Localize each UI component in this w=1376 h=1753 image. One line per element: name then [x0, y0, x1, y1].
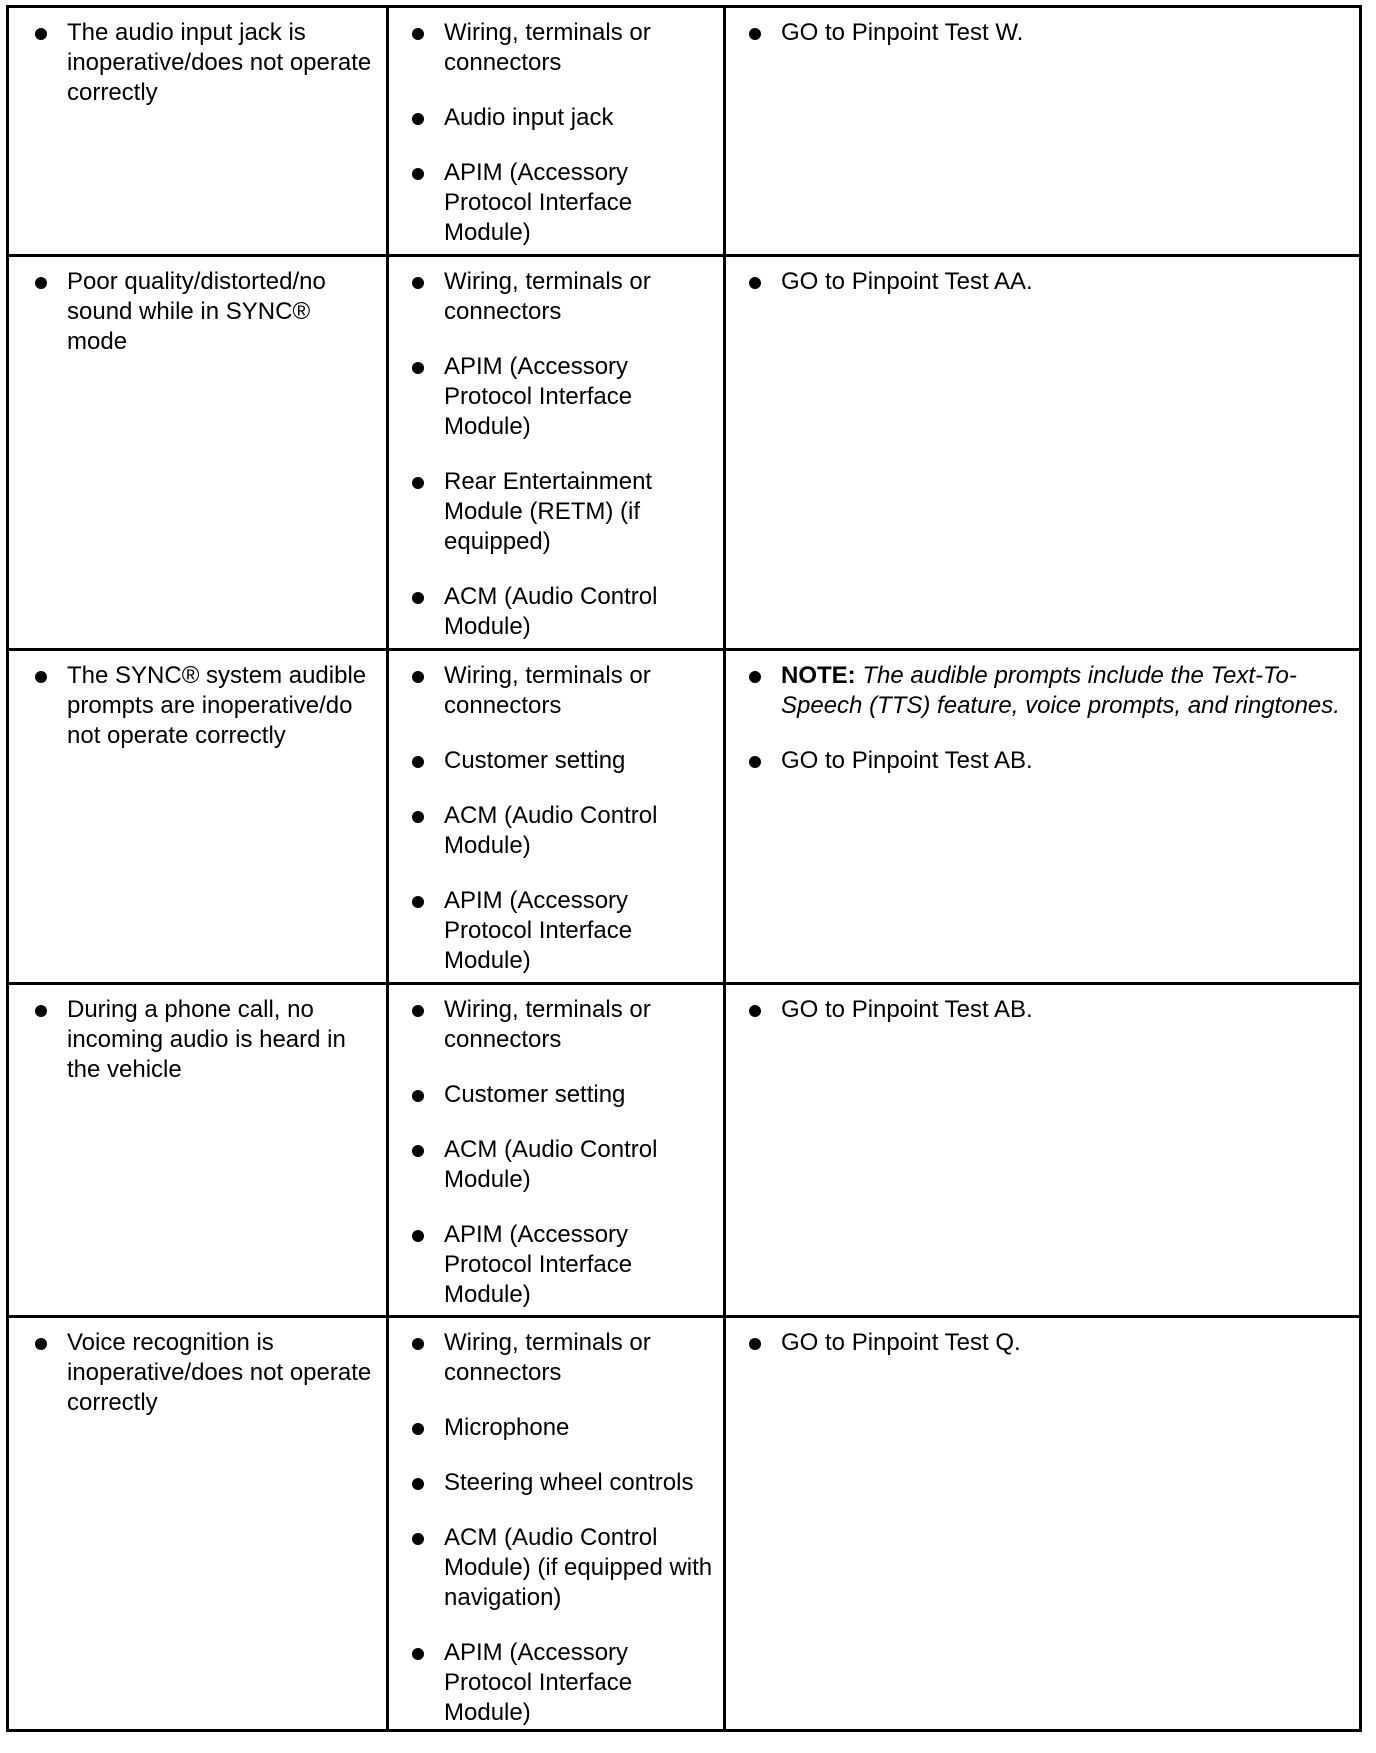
note-text: The audible prompts include the Text-To-Speech (TTS) feature, voice prompts, and ringtones.: [781, 662, 1340, 719]
cause-item: APIM (Accessory Protocol Interface Module): [412, 158, 717, 248]
action-cell: [749, 661, 1349, 801]
cause-item: Microphone: [412, 1413, 717, 1443]
note-label: NOTE:: [781, 662, 856, 689]
condition-item: The audio input jack is inoperative/does not operate correctly: [35, 18, 375, 108]
cause-cell: [412, 995, 717, 1335]
column-divider: [723, 8, 726, 1729]
action-item: GO to Pinpoint Test AA.: [749, 267, 1349, 297]
cause-list: [412, 267, 717, 642]
note-item: [749, 661, 1349, 721]
action-list: [749, 1328, 1349, 1358]
condition-item: Poor quality/distorted/no sound while in SYNC® mode: [35, 267, 375, 357]
action-item: GO to Pinpoint Test Q.: [749, 1328, 1349, 1358]
cause-item: Wiring, terminals or connectors: [412, 995, 717, 1055]
action-cell: [749, 267, 1349, 322]
condition-cell: [35, 18, 375, 133]
cause-cell: [412, 661, 717, 1001]
cause-item: ACM (Audio Control Module): [412, 1135, 717, 1195]
cause-item: Customer setting: [412, 1080, 717, 1110]
action-list: [749, 661, 1349, 776]
cause-item: Wiring, terminals or connectors: [412, 18, 717, 78]
action-list: [749, 995, 1349, 1025]
condition-list: [35, 267, 375, 357]
cause-list: [412, 661, 717, 976]
condition-cell: [35, 267, 375, 382]
cause-list: [412, 995, 717, 1310]
cause-item: APIM (Accessory Protocol Interface Module): [412, 1220, 717, 1310]
cause-cell: [412, 18, 717, 273]
cause-item: Customer setting: [412, 746, 717, 776]
cause-list: [412, 18, 717, 248]
cause-cell: [412, 1328, 717, 1753]
cause-item: APIM (Accessory Protocol Interface Module): [412, 1638, 717, 1728]
cause-item: APIM (Accessory Protocol Interface Module): [412, 886, 717, 976]
condition-list: [35, 1328, 375, 1418]
cause-item: Wiring, terminals or connectors: [412, 267, 717, 327]
cause-item: Steering wheel controls: [412, 1468, 717, 1498]
column-divider: [386, 8, 389, 1729]
condition-item: Voice recognition is inoperative/does not operate correctly: [35, 1328, 375, 1418]
cause-item: Rear Entertainment Module (RETM) (if equipped): [412, 467, 717, 557]
action-cell: [749, 995, 1349, 1050]
cause-item: APIM (Accessory Protocol Interface Module): [412, 352, 717, 442]
action-list: [749, 18, 1349, 48]
diagnostic-table: [6, 5, 1362, 1732]
condition-list: [35, 18, 375, 108]
condition-list: [35, 995, 375, 1085]
action-cell: [749, 18, 1349, 73]
condition-item: The SYNC® system audible prompts are inoperative/do not operate correctly: [35, 661, 375, 751]
cause-cell: [412, 267, 717, 667]
action-item: GO to Pinpoint Test AB.: [749, 746, 1349, 776]
cause-item: Wiring, terminals or connectors: [412, 661, 717, 721]
action-list: [749, 267, 1349, 297]
cause-item: Audio input jack: [412, 103, 717, 133]
condition-cell: [35, 1328, 375, 1443]
cause-item: ACM (Audio Control Module): [412, 582, 717, 642]
cause-list: [412, 1328, 717, 1728]
cause-item: ACM (Audio Control Module): [412, 801, 717, 861]
action-item: GO to Pinpoint Test W.: [749, 18, 1349, 48]
condition-item: During a phone call, no incoming audio is heard in the vehicle: [35, 995, 375, 1085]
condition-cell: [35, 661, 375, 776]
action-cell: [749, 1328, 1349, 1383]
cause-item: ACM (Audio Control Module) (if equipped with navigation): [412, 1523, 717, 1613]
condition-list: [35, 661, 375, 751]
cause-item: Wiring, terminals or connectors: [412, 1328, 717, 1388]
condition-cell: [35, 995, 375, 1110]
action-item: GO to Pinpoint Test AB.: [749, 995, 1349, 1025]
